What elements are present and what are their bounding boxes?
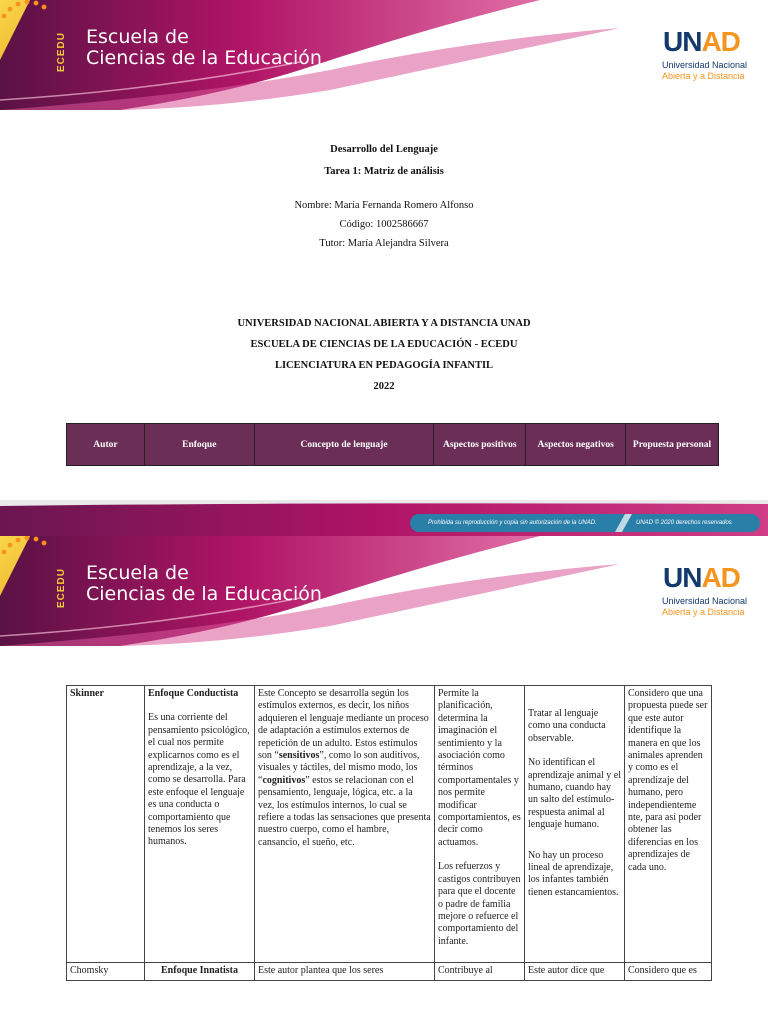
student-code: Código: 1002586667 <box>339 219 429 230</box>
header-negative: Aspectos negativos <box>526 424 626 466</box>
unad-logo-wordmark: UNAD <box>663 562 740 593</box>
positive-cell <box>435 686 525 963</box>
unad-logo-dots-icon <box>0 536 60 556</box>
footer-rights: UNAD © 2020 derechos reservados <box>636 520 732 526</box>
ecedu-vertical-label: ECEDU <box>56 568 67 609</box>
student-name: Nombre: María Fernanda Romero Alfonso <box>294 200 474 211</box>
document-page-1 <box>0 0 768 500</box>
positive-text-2: Los refuerzos y castigos contribuyen para que el docente o padre de familia mejore o refuerce el comportamiento del infante. <box>438 861 521 947</box>
proposal-cell: Considero que es <box>625 963 712 980</box>
unad-logo-subtitle-1: Universidad Nacional <box>662 596 748 606</box>
school-name-line1: Escuela de <box>86 562 189 584</box>
table-row <box>67 963 712 980</box>
author-cell: Chomsky <box>67 963 145 980</box>
negative-text-2: No identifican el aprendizaje animal y el humano, cuando hay un salto del estímulo-respuesta animal al lenguaje humano. <box>528 757 622 831</box>
negative-text-1: Tratar al lenguaje como una conducta observable. <box>528 708 606 744</box>
concept-cell: Este Concepto se desarrolla según los estímulos externos, es decir, los niños adquieren el lenguaje mediante un proceso de adaptación a estímulos externos de repetición de un adulto. Estos estímulos son “sensitivos”, como lo son auditivos, visuales y táctiles, del mismo modo, los “cognitivos” estos se relacionan con el pensamiento, lenguaje, lógica, etc. a la vez, los estímulos internos, lo cual se refiere a todas las sensaciones que presenta nuestro cuerpo, como el hambre, cansancio, el sueño, etc. <box>255 686 435 963</box>
header-positive: Aspectos positivos <box>434 424 526 466</box>
approach-description: Es una corriente del pensamiento psicológico, el cual nos permite explicarnos como es el aprendizaje, a la vez, como se desarrolla. Para este enfoque el lenguaje es una conducta o comportamiento que tenemos los seres humanos. <box>148 712 250 848</box>
negative-cell <box>525 686 625 963</box>
unad-logo-wordmark: UNAD <box>663 26 740 57</box>
university-name: UNIVERSIDAD NACIONAL ABIERTA Y A DISTANCIA UNAD <box>237 318 531 329</box>
header-approach: Enfoque <box>144 424 254 466</box>
concept-cell: Este autor plantea que los seres <box>255 963 435 980</box>
positive-cell: Contribuye al <box>435 963 525 980</box>
negative-cell: Este autor dice que <box>525 963 625 980</box>
unad-logo-subtitle-1: Universidad Nacional <box>662 60 748 70</box>
course-title: Desarrollo del Lenguaje <box>330 144 438 155</box>
school-name: ESCUELA DE CIENCIAS DE LA EDUCACIÓN - ECEDU <box>250 339 518 350</box>
header-banner-page2 <box>0 536 768 646</box>
analysis-matrix-body <box>66 685 712 981</box>
footer-copy-notice: Prohibida su reproducción y copia sin autorización de la UNAD. <box>428 520 597 526</box>
school-name-line2: Ciencias de la Educación <box>86 47 322 69</box>
author-cell: Skinner <box>67 686 145 963</box>
analysis-matrix-header <box>66 423 719 466</box>
header-author: Autor <box>67 424 145 466</box>
negative-text-3: No hay un proceso lineal de aprendizaje, los infantes también tienen estancamientos. <box>528 849 619 898</box>
unad-logo-subtitle-2: Abierta y a Distancia <box>662 71 745 81</box>
unad-logo-dots-icon <box>0 0 60 20</box>
table-row <box>67 686 712 963</box>
header-concept: Concepto de lenguaje <box>254 424 434 466</box>
approach-cell <box>145 686 255 963</box>
school-name-line1: Escuela de <box>86 26 189 48</box>
school-name-line2: Ciencias de la Educación <box>86 583 322 605</box>
positive-text-1: Permite la planificación, determina la imaginación el sentimiento y la asociación como términos comportamentales y nos permite modificar comportamientos, es decir como actuamos. <box>438 688 521 848</box>
proposal-cell: Considero que una propuesta puede ser que este autor identifique la manera en que los animales aprenden y como es el aprendizaje del humano, pero independienteme nte, para así poder obtener las diferencias en los aprendizajes de cada uno. <box>625 686 712 963</box>
program-name: LICENCIATURA EN PEDAGOGÍA INFANTIL <box>274 360 494 371</box>
unad-logo-subtitle-2: Abierta y a Distancia <box>662 607 745 617</box>
task-title: Tarea 1: Matriz de análisis <box>324 166 444 177</box>
ecedu-vertical-label: ECEDU <box>56 32 67 73</box>
approach-cell: Enfoque Innatista <box>145 963 255 980</box>
document-year: 2022 <box>373 381 395 392</box>
header-proposal: Propuesta personal <box>626 424 719 466</box>
approach-title: Enfoque Conductista <box>148 688 239 699</box>
footer-banner-graphic <box>0 502 768 536</box>
header-banner <box>0 0 768 110</box>
tutor-name: Tutor: María Alejandra Silvera <box>319 238 449 249</box>
